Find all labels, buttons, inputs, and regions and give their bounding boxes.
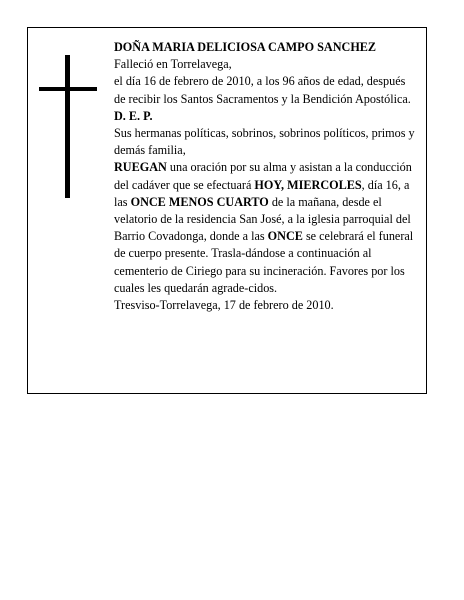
- request-text-2: , día 16, a las: [114, 177, 410, 209]
- date-age-paragraph: el día 16 de febrero de 2010, a los 96 años de edad, después de recibir los Santos Sacramentos y la Bendición Apostólica.: [114, 74, 411, 106]
- died-in-line: Falleció en Torrelavega,: [114, 57, 232, 72]
- obituary-notice: [27, 27, 427, 394]
- ruegan-text: RUEGAN: [114, 160, 167, 175]
- cross-horizontal-bar: [39, 87, 97, 91]
- cross-vertical-bar: [65, 55, 70, 198]
- family-paragraph: Sus hermanas políticas, sobrinos, sobrinos políticos, primos y demás familia,: [114, 126, 415, 158]
- request-text-3: de la mañana, desde el velatorio de la residencia San José, a la iglesia parroquial del Barrio Covadonga, donde a las: [114, 194, 411, 244]
- notice-text: [114, 39, 419, 314]
- request-text-4: se celebrará el funeral de cuerpo presente. Trasla-dándose a continuación al cementerio de Ciriego para su incineración. Favores por los cuales les quedarán agrade-cidos.: [114, 229, 414, 295]
- place-date-line: Tresviso-Torrelavega, 17 de febrero de 2010.: [114, 298, 334, 313]
- request-text-1: una oración por su alma y asistan a la conducción del cadáver que se efectuará: [114, 160, 412, 192]
- once-menos-cuarto-text: ONCE MENOS CUARTO: [130, 194, 269, 209]
- dep-line: D. E. P.: [114, 108, 153, 123]
- deceased-name: DOÑA MARIA DELICIOSA CAMPO SANCHEZ: [114, 40, 377, 54]
- once-text: ONCE: [267, 229, 303, 244]
- request-paragraph: [114, 159, 419, 297]
- hoy-miercoles-text: HOY, MIERCOLES: [254, 177, 362, 192]
- cross-icon: [39, 55, 97, 198]
